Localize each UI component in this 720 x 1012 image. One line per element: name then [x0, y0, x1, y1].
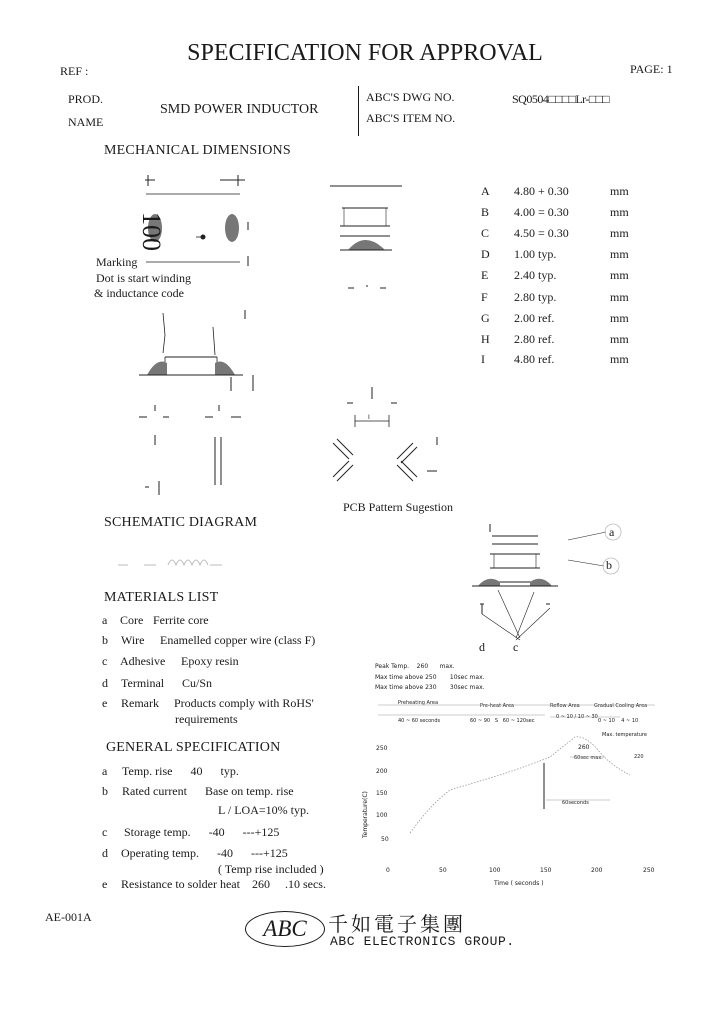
company-name-cn: 千如電子集團	[328, 912, 466, 936]
y-tick: 150	[376, 790, 388, 797]
schematic-heading: SCHEMATIC DIAGRAM	[104, 515, 258, 530]
page-title: SPECIFICATION FOR APPROVAL	[187, 40, 543, 66]
spec-text: Temp. rise 40 typ.	[122, 764, 239, 778]
pcb-caption: PCB Pattern Sugestion	[343, 500, 454, 514]
reflow-zone: Reflow Area	[550, 703, 580, 709]
dim-value: 4.50 = 0.30	[514, 226, 569, 240]
reflow-zone: Pre-heat Area	[480, 703, 515, 709]
spec-key: a	[102, 764, 108, 778]
reflow-ylabel: Temperature(C)	[362, 791, 369, 838]
logo-text: ABC	[263, 916, 307, 941]
page-number: PAGE: 1	[630, 62, 673, 76]
spec-text: Rated current Base on temp. rise	[122, 784, 294, 798]
front-view-drawing	[135, 305, 260, 500]
schematic-symbol	[110, 555, 240, 575]
reflow-note: Max time above 230 30sec max.	[375, 684, 485, 691]
reflow-zone-time: 60 ~ 90 S 60 ~ 120sec	[470, 718, 535, 724]
dim-value: 2.00 ref.	[514, 311, 555, 325]
spec-text: Storage temp. -40 ---+125	[124, 825, 280, 839]
spec-key: d	[102, 846, 108, 860]
pcb-pattern-drawing	[325, 385, 450, 497]
ref-label: REF :	[60, 64, 89, 78]
part-label-c: c	[513, 640, 519, 654]
y-tick: 200	[376, 768, 388, 775]
exploded-view-drawing	[470, 520, 640, 655]
spec-text: ( Temp rise included )	[218, 862, 324, 876]
marking-line-3: & inductance code	[94, 286, 184, 300]
company-logo	[245, 911, 325, 947]
material-value: Cu/Sn	[182, 676, 213, 690]
dim-key: D	[481, 247, 490, 261]
dim-key: E	[481, 268, 489, 282]
x-tick: 200	[591, 867, 603, 874]
material-remark-cont: requirements	[175, 712, 238, 726]
dim-unit: mm	[610, 268, 629, 282]
product-name: SMD POWER INDUCTOR	[160, 102, 319, 117]
company-name-en: ABC ELECTRONICS GROUP.	[330, 934, 515, 949]
y-tick: 50	[381, 836, 389, 843]
x-tick: 250	[643, 867, 655, 874]
prod-label: PROD.	[68, 92, 104, 106]
reflow-peak-label: 260	[578, 744, 590, 751]
reflow-zone-time: 40 ~ 60 seconds	[398, 718, 441, 724]
general-heading: GENERAL SPECIFICATION	[106, 740, 281, 755]
dim-key: H	[481, 332, 490, 346]
material-name: Remark	[121, 696, 159, 710]
part-label-a: a	[609, 525, 615, 539]
spec-text: L / LOA=10% typ.	[218, 803, 309, 817]
item-label: ABC'S ITEM NO.	[366, 111, 456, 125]
spec-text: Resistance to solder heat 260 .10 secs.	[121, 877, 326, 891]
material-value: Enamelled copper wire (class F)	[160, 633, 316, 647]
material-name: Adhesive	[120, 654, 166, 668]
side-view-drawing	[330, 180, 410, 295]
spec-text: Operating temp. -40 ---+125	[121, 846, 288, 860]
dim-key: F	[481, 290, 488, 304]
name-label: NAME	[68, 115, 104, 129]
reflow-zone-time: 0 ~ 10 4 ~ 10	[598, 718, 639, 724]
material-key: a	[102, 613, 108, 627]
x-tick: 0	[386, 867, 390, 874]
dim-key: I	[481, 352, 485, 366]
material-value: Products comply with RoHS'	[174, 696, 314, 710]
x-tick: 150	[540, 867, 552, 874]
dim-unit: mm	[610, 247, 629, 261]
reflow-inner-label: 220	[634, 754, 644, 760]
dim-unit: mm	[610, 184, 629, 198]
material-value: Ferrite core	[153, 613, 209, 627]
reflow-inner-label: Max. temperature	[602, 732, 647, 738]
spec-key: c	[102, 825, 108, 839]
material-name: Terminal	[121, 676, 165, 690]
dim-unit: mm	[610, 352, 629, 366]
reflow-zone-time: 0 ~ 10 / 10 ~ 30	[556, 714, 598, 720]
reflow-zone: Gradual Cooling Area	[594, 703, 648, 709]
dim-unit: mm	[610, 290, 629, 304]
dim-value: 2.80 ref.	[514, 332, 555, 346]
dwg-value: SQ0504□□□□Lr-□□□	[512, 92, 610, 106]
dim-key: C	[481, 226, 490, 240]
reflow-zone: Preheating Area	[398, 700, 439, 706]
materials-heading: MATERIALS LIST	[104, 590, 219, 605]
marking-code: 100	[137, 212, 166, 251]
spec-key: e	[102, 877, 108, 891]
dim-value: 1.00 typ.	[514, 247, 557, 261]
reflow-curve	[370, 695, 660, 870]
dim-unit: mm	[610, 332, 629, 346]
pcb-dim-label: I	[368, 414, 370, 421]
reflow-note: Peak Temp. 260 max.	[375, 663, 455, 670]
mechanical-heading: MECHANICAL DIMENSIONS	[104, 143, 291, 158]
material-name: Core	[120, 613, 144, 627]
dim-key: A	[481, 184, 490, 198]
dim-value: 2.40 typ.	[514, 268, 557, 282]
reflow-inner-label: 60seconds	[562, 800, 589, 806]
dim-value: 4.00 = 0.30	[514, 205, 569, 219]
dim-unit: mm	[610, 226, 629, 240]
dim-key: B	[481, 205, 490, 219]
header-divider	[358, 86, 359, 136]
material-key: c	[102, 654, 108, 668]
dim-value: 4.80 ref.	[514, 352, 555, 366]
y-tick: 100	[376, 812, 388, 819]
marking-line-1: Marking	[96, 255, 138, 269]
marking-line-2: Dot is start winding	[96, 271, 191, 285]
x-tick: 100	[489, 867, 501, 874]
dwg-label: ABC'S DWG NO.	[366, 90, 455, 104]
x-tick: 50	[439, 867, 447, 874]
material-value: Epoxy resin	[181, 654, 239, 668]
reflow-xlabel: Time ( seconds )	[494, 880, 544, 887]
dim-value: 2.80 typ.	[514, 290, 557, 304]
dim-unit: mm	[610, 205, 629, 219]
material-name: Wire	[121, 633, 145, 647]
part-label-d: d	[479, 640, 485, 654]
reflow-inner-label: 60sec max.	[574, 755, 603, 761]
material-key: e	[102, 696, 108, 710]
doc-code: AE-001A	[45, 910, 92, 924]
material-key: b	[102, 633, 108, 647]
material-key: d	[102, 676, 108, 690]
reflow-note: Max time above 250 10sec max.	[375, 674, 485, 681]
part-label-b: b	[606, 558, 612, 572]
dim-key: G	[481, 311, 490, 325]
dim-value: 4.80 + 0.30	[514, 184, 569, 198]
spec-key: b	[102, 784, 108, 798]
dim-unit: mm	[610, 311, 629, 325]
y-tick: 250	[376, 745, 388, 752]
